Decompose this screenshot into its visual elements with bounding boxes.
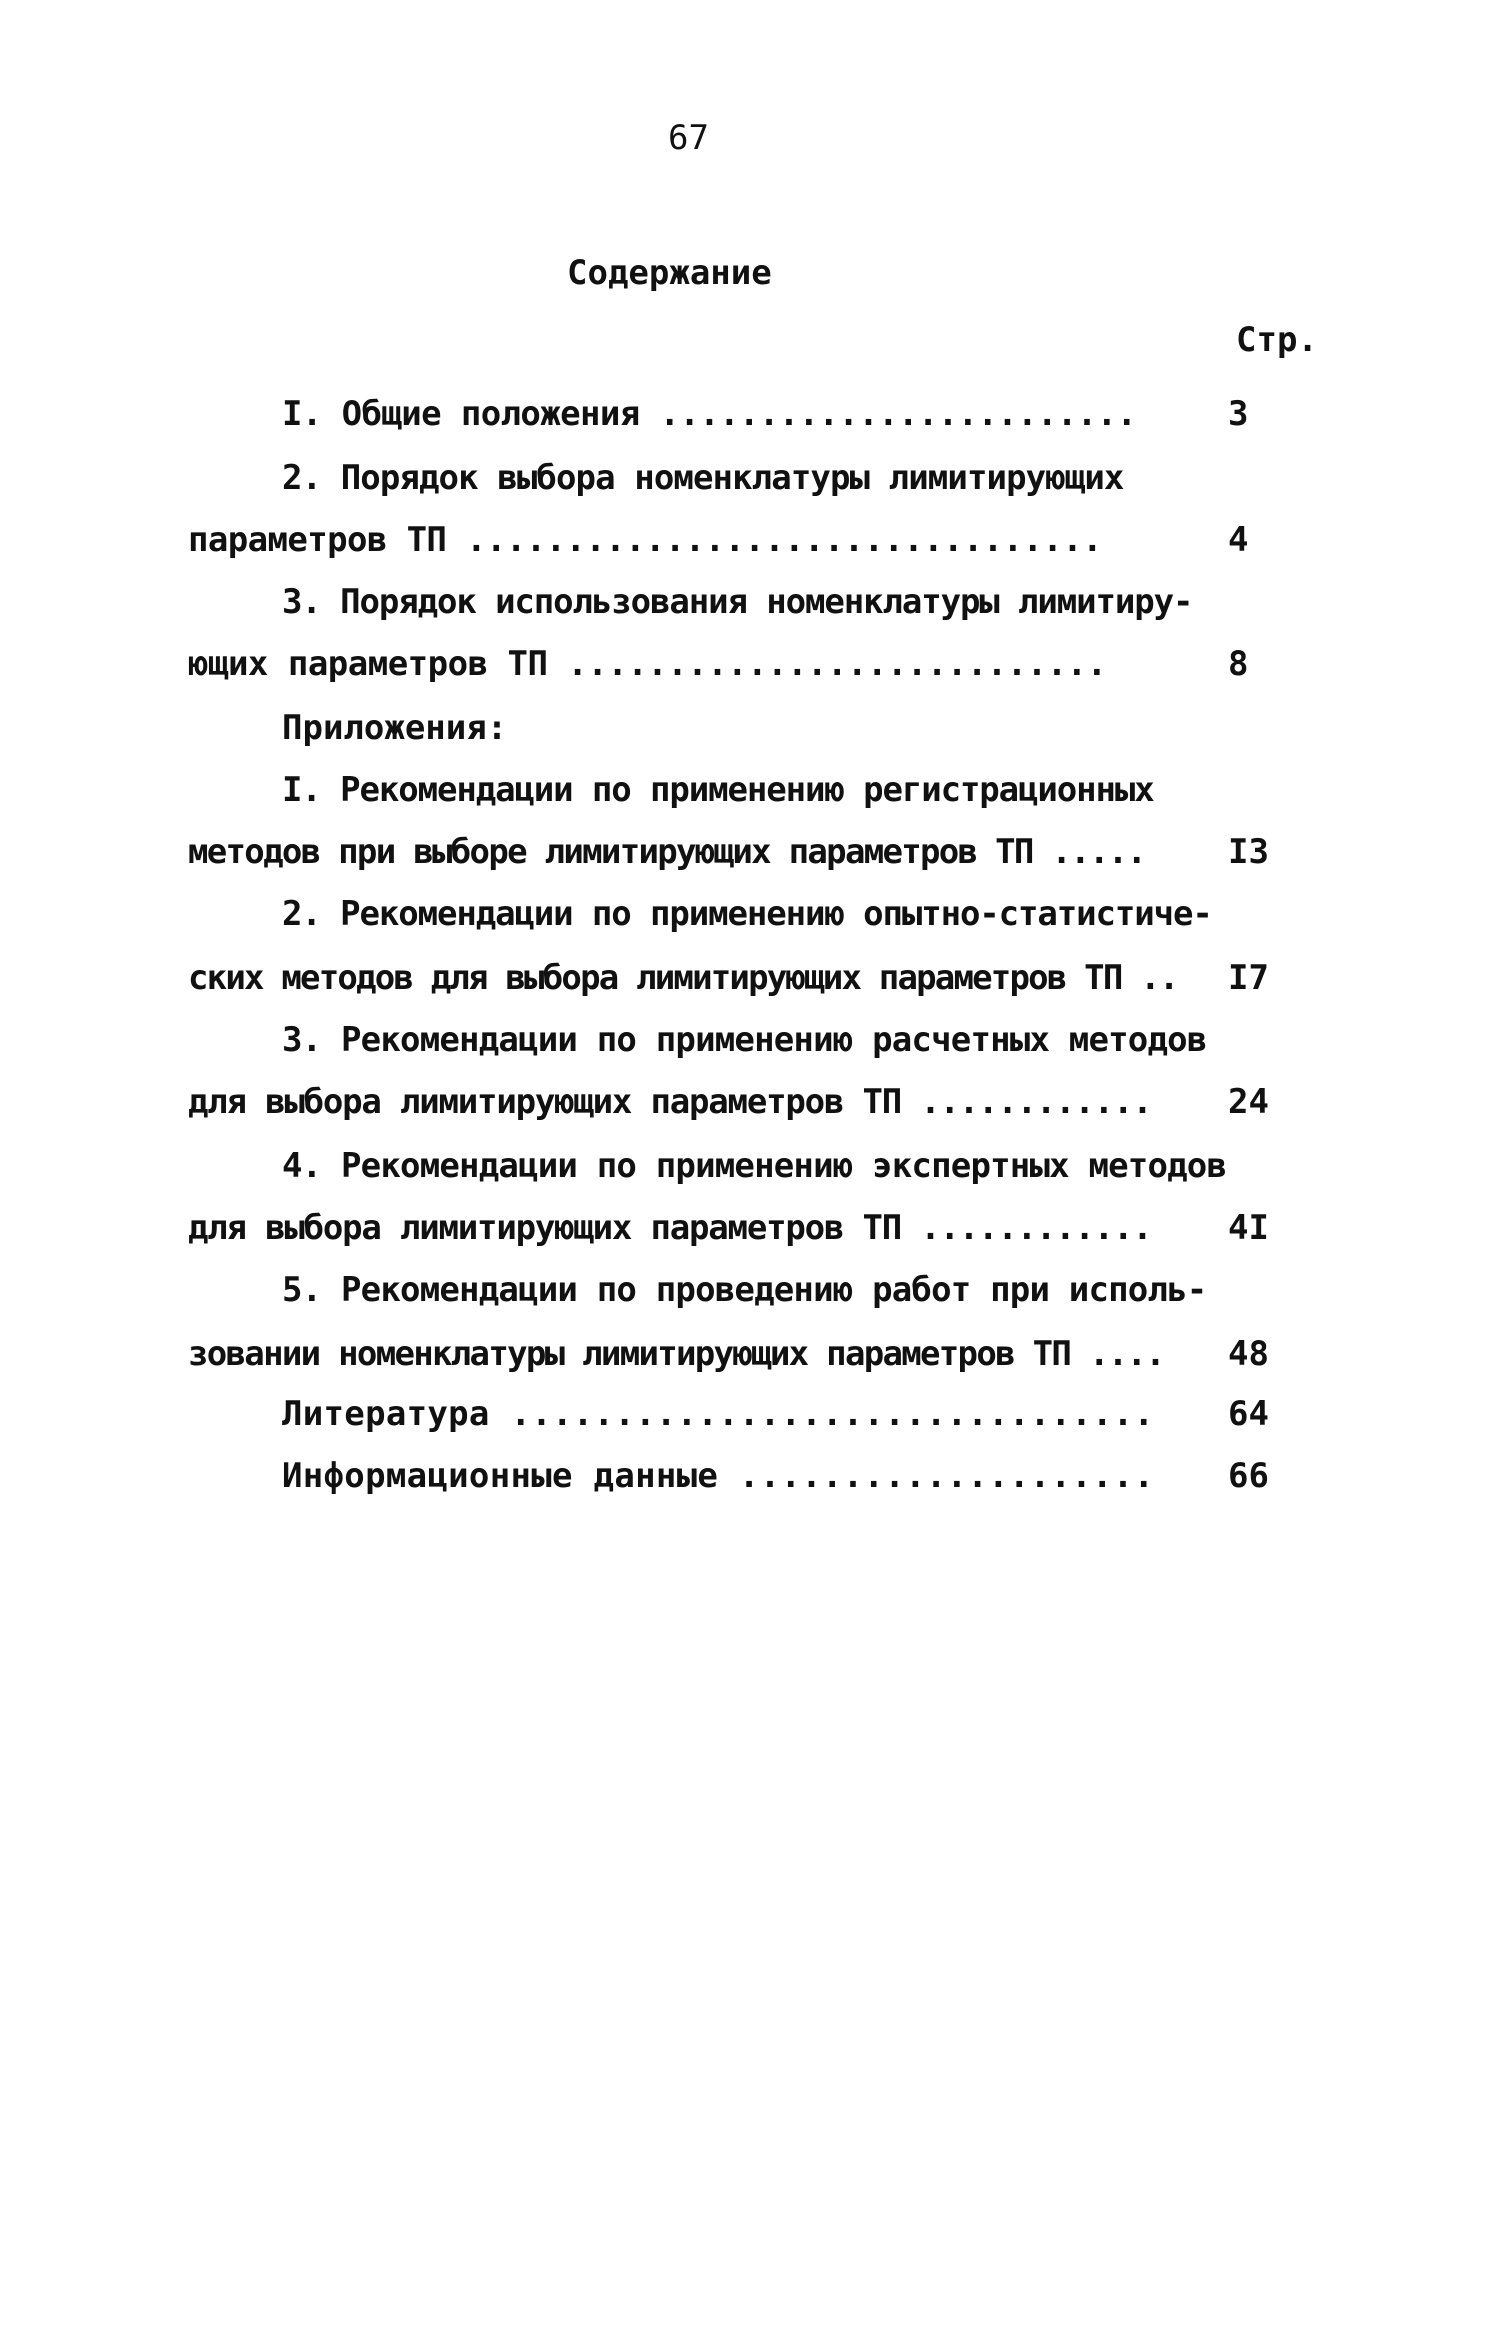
toc-line: 5. Рекомендации по проведению работ при исполь- — [282, 1270, 1207, 1310]
toc-line: для выбора лимитирующих параметров ТП ............ — [188, 1082, 1152, 1122]
toc-page: 48 — [1228, 1334, 1269, 1374]
toc-title: Содержание — [567, 253, 772, 293]
toc-page: 24 — [1228, 1082, 1269, 1122]
toc-page: 8 — [1228, 644, 1249, 684]
toc-line: ющих параметров ТП ........................... — [188, 644, 1107, 684]
toc-line: I. Рекомендации по применению регистрационных — [282, 770, 1154, 810]
toc-page: 66 — [1228, 1456, 1269, 1496]
toc-line: Литература ............................... — [282, 1394, 1155, 1434]
toc-line: параметров ТП ................................ — [188, 520, 1103, 560]
toc-page: 4I — [1228, 1208, 1269, 1248]
toc-appendix-heading: Приложения: — [282, 708, 508, 748]
toc-line: I. Общие положения ........................ — [282, 394, 1137, 434]
page-column-label: Стр. — [1236, 320, 1318, 360]
toc-line: 4. Рекомендации по применению экспертных методов — [282, 1146, 1227, 1186]
toc-line: 2. Рекомендации по применению опытно-статистиче- — [282, 894, 1212, 934]
toc-page: 4 — [1228, 520, 1249, 560]
toc-line: Информационные данные .................... — [282, 1456, 1155, 1496]
toc-page: 64 — [1228, 1394, 1269, 1434]
toc-line: 3. Рекомендации по применению расчетных методов — [282, 1020, 1207, 1060]
toc-page: 3 — [1228, 394, 1249, 434]
toc-page: I3 — [1228, 832, 1269, 872]
toc-line: для выбора лимитирующих параметров ТП ............ — [188, 1208, 1152, 1248]
toc-line: методов при выборе лимитирующих параметров ТП ..... — [188, 832, 1146, 872]
toc-page: I7 — [1228, 958, 1269, 998]
toc-line: 3. Порядок использования номенклатуры лимитиру- — [282, 582, 1193, 622]
toc-line: зовании номенклатуры лимитирующих параметров ТП .... — [188, 1334, 1165, 1374]
page-number: 67 — [668, 118, 709, 158]
toc-line: 2. Порядок выбора номенклатуры лимитирующих — [282, 458, 1124, 498]
toc-line: ских методов для выбора лимитирующих параметров ТП .. — [188, 958, 1178, 998]
